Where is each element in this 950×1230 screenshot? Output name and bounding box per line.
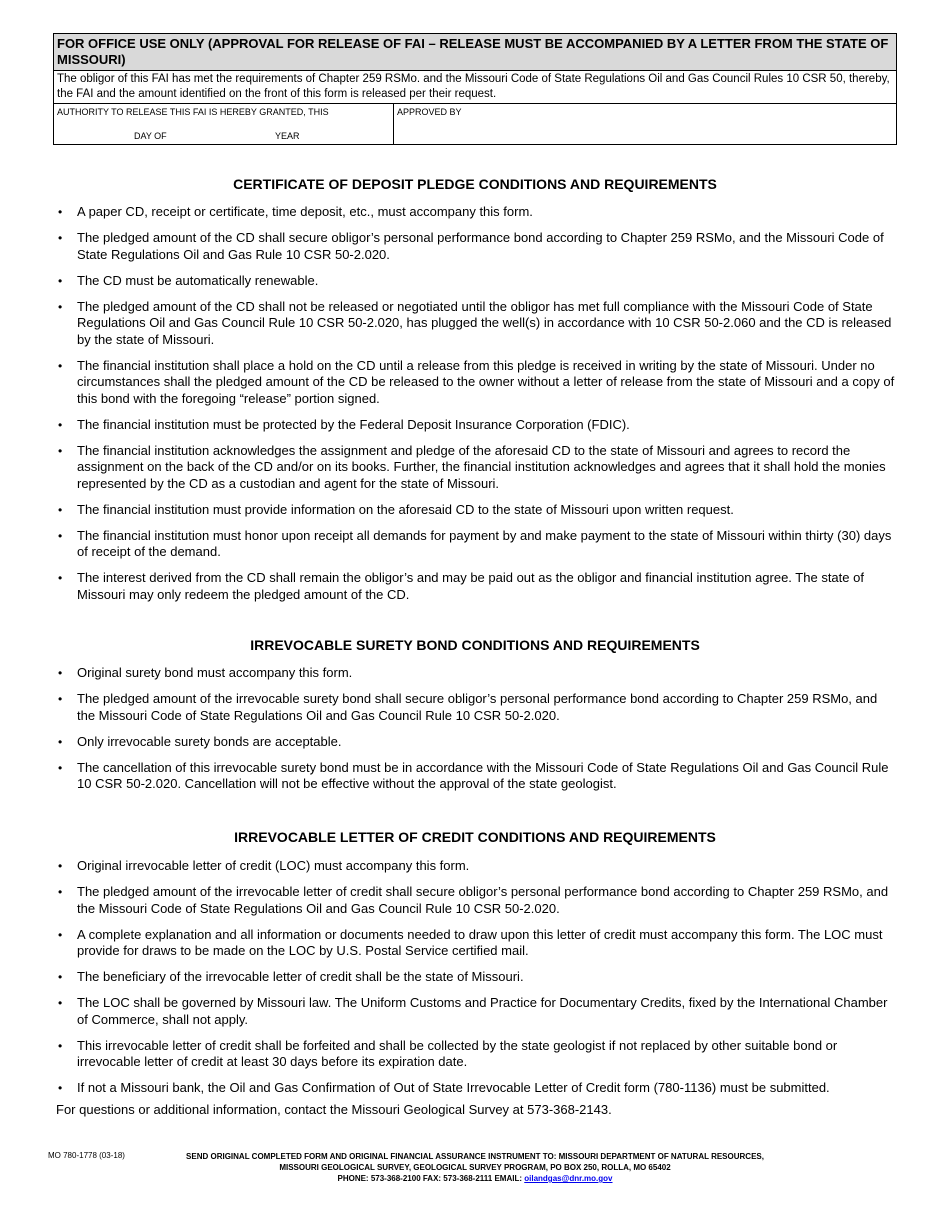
cd-section-title: CERTIFICATE OF DEPOSIT PLEDGE CONDITIONS AND REQUIREMENTS	[233, 176, 717, 192]
requirement-text: A complete explanation and all information or documents needed to draw upon this letter of credit must accompany this form. The LOC must provide for draws to be made on the LOC by U.S. Postal Service certified mail.	[77, 926, 883, 958]
surety-requirements-list	[58, 665, 896, 802]
bullet-icon: •	[58, 760, 63, 775]
requirement-text: Only irrevocable surety bonds are acceptable.	[77, 733, 342, 749]
requirement-text: The beneficiary of the irrevocable letter of credit shall be the state of Missouri.	[77, 969, 524, 984]
requirement-item	[58, 443, 896, 493]
requirement-item	[58, 230, 896, 263]
requirement-text: The financial institution shall place a hold on the CD until a release from this pledge is received in writing by the state of Missouri. Under no circumstances shall the pledged amount of the CD be released to the owner without a letter of release from the state of Missouri and a copy of this bond with the foregoing “release” portion signed.	[77, 357, 895, 406]
requirement-text: The CD must be automatically renewable.	[77, 272, 319, 288]
form-number: MO 780-1778 (03-18)	[48, 1151, 125, 1160]
surety-section-title: IRREVOCABLE SURETY BOND CONDITIONS AND REQUIREMENTS	[250, 637, 700, 653]
bullet-icon: •	[58, 417, 63, 432]
footer-line-3	[150, 1173, 800, 1184]
authority-row	[54, 104, 896, 144]
cd-requirements-list	[58, 204, 896, 613]
bullet-icon: •	[58, 358, 63, 373]
email-link[interactable]: oilandgas@dnr.mo.gov	[524, 1174, 613, 1183]
bullet-icon: •	[58, 571, 63, 585]
requirement-item	[58, 273, 896, 290]
bullet-icon: •	[58, 996, 63, 1010]
requirement-text: If not a Missouri bank, the Oil and Gas Confirmation of Out of State Irrevocable Letter of Credit form (780-1136) must be submitted.	[77, 1080, 830, 1095]
authority-field[interactable]	[54, 104, 394, 144]
requirement-item	[58, 299, 896, 349]
requirement-text: The pledged amount of the irrevocable letter of credit shall secure obligor’s personal performance bond according to Chapter 259 RSMo, and the Missouri Code of State Regulations Oil and Gas Council Rule 10 CSR 50-2.020.	[77, 884, 889, 916]
year-label: YEAR	[275, 131, 300, 141]
requirement-item	[58, 570, 896, 603]
requirement-text: This irrevocable letter of credit shall be forfeited and shall be collected by the state geologist if not replaced by other suitable bond or irrevocable letter of credit at least 30 days before its expiration date.	[77, 1037, 838, 1069]
bullet-icon: •	[58, 927, 63, 942]
mailing-instructions	[150, 1151, 800, 1184]
bullet-icon: •	[58, 666, 63, 680]
requirement-item	[58, 1080, 896, 1097]
requirement-text: A paper CD, receipt or certificate, time deposit, etc., must accompany this form.	[77, 204, 533, 219]
requirement-item	[58, 734, 896, 751]
footer-line-2: MISSOURI GEOLOGICAL SURVEY, GEOLOGICAL SURVEY PROGRAM, PO BOX 250, ROLLA, MO 65402	[279, 1163, 671, 1172]
requirement-text: The financial institution must be protected by the Federal Deposit Insurance Corporation (FDIC).	[77, 416, 630, 432]
bullet-icon: •	[58, 1038, 63, 1053]
requirement-item	[58, 502, 896, 519]
requirement-text: The interest derived from the CD shall remain the obligor’s and may be paid out as the obligor and financial institution agree. The state of Missouri may only redeem the pledged amount of the CD.	[77, 570, 864, 602]
requirement-item	[58, 528, 896, 561]
bullet-icon: •	[58, 970, 63, 984]
requirement-item	[58, 358, 896, 408]
release-statement: The obligor of this FAI has met the requirements of Chapter 259 RSMo. and the Missouri Code of State Regulations Oil and Gas Council Rules 10 CSR 50, thereby, the FAI and the amount identified on the front of this form is released per their request.	[54, 71, 896, 104]
bullet-icon: •	[58, 859, 63, 873]
requirement-text: The financial institution acknowledges the assignment and pledge of the aforesaid CD to the state of Missouri and agrees to record the assignment on the back of the CD and/or on its books. Further, the financial institution acknowledges and agrees that it shall hold the monies represented by the CD as a custodian and agent for the state of Missouri.	[77, 442, 886, 491]
contact-line: For questions or additional information, contact the Missouri Geological Survey at 573-368-2143.	[56, 1102, 612, 1117]
requirement-text: The pledged amount of the CD shall not be released or negotiated until the obligor has met full compliance with the Missouri Code of State Regulations Oil and Gas Council Rule 10 CSR 50-2.020, has plugged the well(s) in accordance with 10 CSR 50-2.060 and the CD is released by the state of Missouri.	[77, 298, 892, 347]
requirement-item	[58, 665, 896, 682]
requirement-text: Original surety bond must accompany this form.	[77, 665, 353, 680]
bullet-icon: •	[58, 502, 63, 517]
requirement-text: The financial institution must provide information on the aforesaid CD to the state of Missouri upon written request.	[77, 501, 734, 517]
requirement-item	[58, 691, 896, 724]
requirement-item	[58, 417, 896, 434]
authority-label: AUTHORITY TO RELEASE THIS FAI IS HEREBY GRANTED, THIS	[57, 107, 329, 117]
bullet-icon: •	[58, 205, 63, 219]
requirement-item	[58, 1038, 896, 1071]
requirement-item	[58, 995, 896, 1028]
bullet-icon: •	[58, 299, 63, 314]
office-use-title: FOR OFFICE USE ONLY (APPROVAL FOR RELEASE OF FAI – RELEASE MUST BE ACCOMPANIED BY A LETTER FROM THE STATE OF MISSOURI)	[54, 34, 896, 71]
requirement-text: Original irrevocable letter of credit (LOC) must accompany this form.	[77, 858, 470, 873]
requirement-item	[58, 204, 896, 221]
requirement-item	[58, 927, 896, 960]
footer-phone-fax: PHONE: 573-368-2100 FAX: 573-368-2111 EMAIL:	[337, 1174, 525, 1183]
bullet-icon: •	[58, 692, 63, 706]
requirement-item	[58, 858, 896, 875]
loc-section-title: IRREVOCABLE LETTER OF CREDIT CONDITIONS AND REQUIREMENTS	[234, 829, 716, 845]
approved-by-field[interactable]	[394, 104, 896, 144]
bullet-icon: •	[58, 443, 63, 458]
requirement-text: The pledged amount of the irrevocable surety bond shall secure obligor’s personal performance bond according to Chapter 259 RSMo, and the Missouri Code of State Regulations Oil and Gas Council Rule 10 CSR 50-2.020.	[77, 691, 878, 723]
bullet-icon: •	[58, 273, 63, 288]
requirement-item	[58, 969, 896, 986]
approved-by-label: APPROVED BY	[397, 107, 462, 117]
requirement-text: The financial institution must honor upon receipt all demands for payment by and make payment to the state of Missouri within thirty (30) days of receipt of the demand.	[77, 527, 892, 559]
bullet-icon: •	[58, 885, 63, 899]
requirement-item	[58, 884, 896, 917]
day-label: DAY OF	[134, 131, 167, 141]
requirement-text: The cancellation of this irrevocable surety bond must be in accordance with the Missouri Code of State Regulations Oil and Gas Council Rule 10 CSR 50-2.020. Cancellation will not be effective without the approval of the state geologist.	[77, 759, 889, 791]
bullet-icon: •	[58, 528, 63, 543]
loc-requirements-list	[58, 858, 896, 1106]
requirement-text: The pledged amount of the CD shall secure obligor’s personal performance bond according to Chapter 259 RSMo, and the Missouri Code of State Regulations Oil and Gas Rule 10 CSR 50-2.020.	[77, 230, 884, 262]
office-use-box	[53, 33, 897, 145]
bullet-icon: •	[58, 231, 63, 245]
bullet-icon: •	[58, 734, 63, 749]
footer-line-1: SEND ORIGINAL COMPLETED FORM AND ORIGINAL FINANCIAL ASSURANCE INSTRUMENT TO: MISSOURI DEPARTMENT OF NATURAL RESOURCES,	[186, 1152, 764, 1161]
requirement-text: The LOC shall be governed by Missouri law. The Uniform Customs and Practice for Documentary Credits, fixed by the International Chamber of Commerce, shall not apply.	[77, 995, 888, 1027]
requirement-item	[58, 760, 896, 793]
bullet-icon: •	[58, 1081, 63, 1095]
